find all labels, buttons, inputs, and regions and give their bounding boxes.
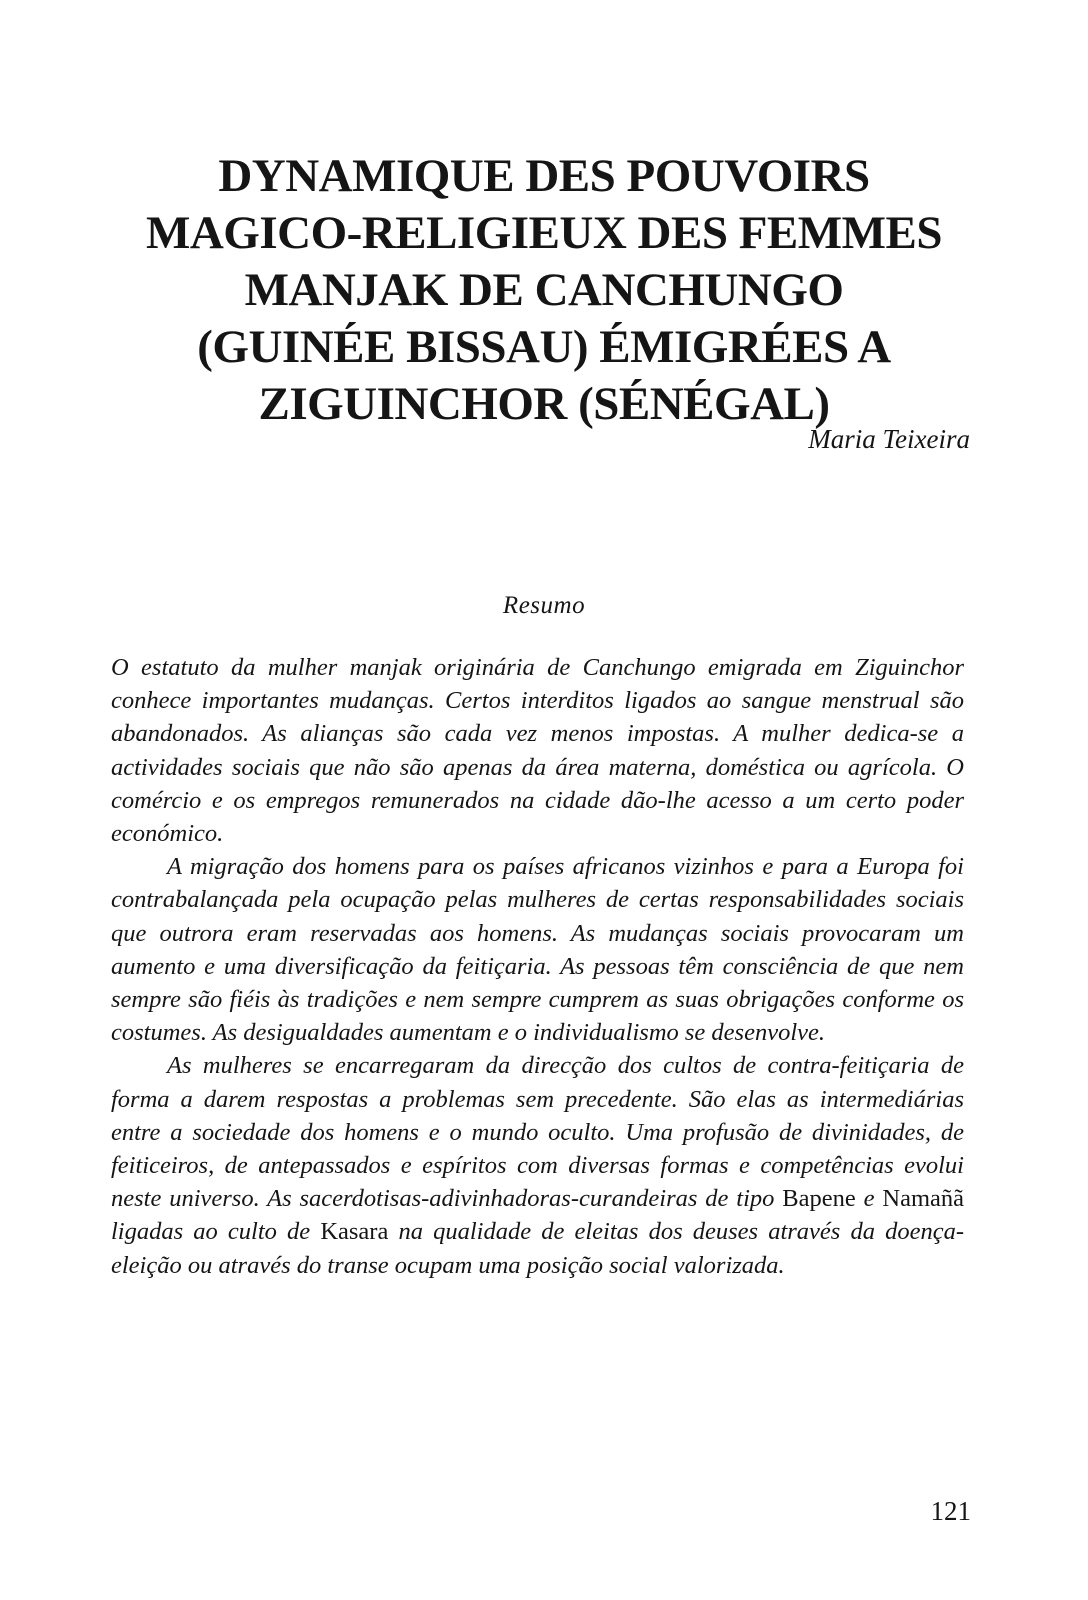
title-line: MAGICO-RELIGIEUX DES FEMMES (145, 207, 942, 259)
page-number: 121 (930, 1496, 971, 1526)
abstract-paragraph: O estatuto da mulher manjak originária de Canchungo emigrada em Ziguinchor conhece importantes mudanças. Certos interditos ligados ao sangue menstrual são abandonados. As alianças são cada vez menos impostas. A mulher dedica-se a actividades sociais que não são apenas da área materna, doméstica ou agrícola. O comércio e os empregos remunerados na cidade dão-lhe acesso a um certo poder económico. (111, 654, 964, 848)
title-line: DYNAMIQUE DES POUVOIRS (218, 150, 870, 202)
abstract-paragraph: A migração dos homens para os países africanos vizinhos e para a Europa foi contrabalançada pela ocupação pelas mulheres de certas responsabilidades sociais que outrora eram reservadas aos homens. As mudanças sociais provocaram um aumento e uma diversificação da feitiçaria. As pessoas têm consciência de que nem sempre são fiéis às tradições e nem sempre cumprem as suas obrigações conforme os costumes. As desigualdades aumentam e o individualismo se desenvolve. (111, 853, 964, 1047)
abstract-text: As mulheres se encarregaram da direcção dos cultos de contra-feitiçaria de forma a darem respostas a problemas sem precedente. São elas as intermediárias entre a sociedade dos homens e o mundo oculto. Uma profusão de divinidades, de feiticeiros, de antepassados e espíritos com diversas formas e competências evolui neste universo. As sacerdotisas-adivinhadoras-curandeiras de tipo (111, 1052, 964, 1213)
title-line: ZIGUINCHOR (SÉNÉGAL) (258, 378, 830, 430)
page-title (100, 148, 988, 433)
abstract-paragraph (111, 1049, 964, 1281)
author-name: Maria Teixeira (808, 424, 970, 454)
term-bapene: Bapene (782, 1185, 856, 1213)
abstract-body (111, 651, 964, 1282)
abstract-text: na qualidade de eleitas dos deuses através da doença-eleição ou através do transe ocupam uma posição social valorizada. (111, 1218, 964, 1279)
abstract-heading: Resumo (502, 592, 586, 619)
term-namana: Namañã (882, 1185, 965, 1213)
abstract-text: e (855, 1185, 883, 1213)
term-kasara: Kasara (320, 1218, 389, 1246)
title-line: MANJAK DE CANCHUNGO (244, 264, 844, 316)
abstract-text: ligadas ao culto de (111, 1218, 321, 1246)
title-line: (GUINÉE BISSAU) ÉMIGRÉES A (197, 321, 891, 373)
